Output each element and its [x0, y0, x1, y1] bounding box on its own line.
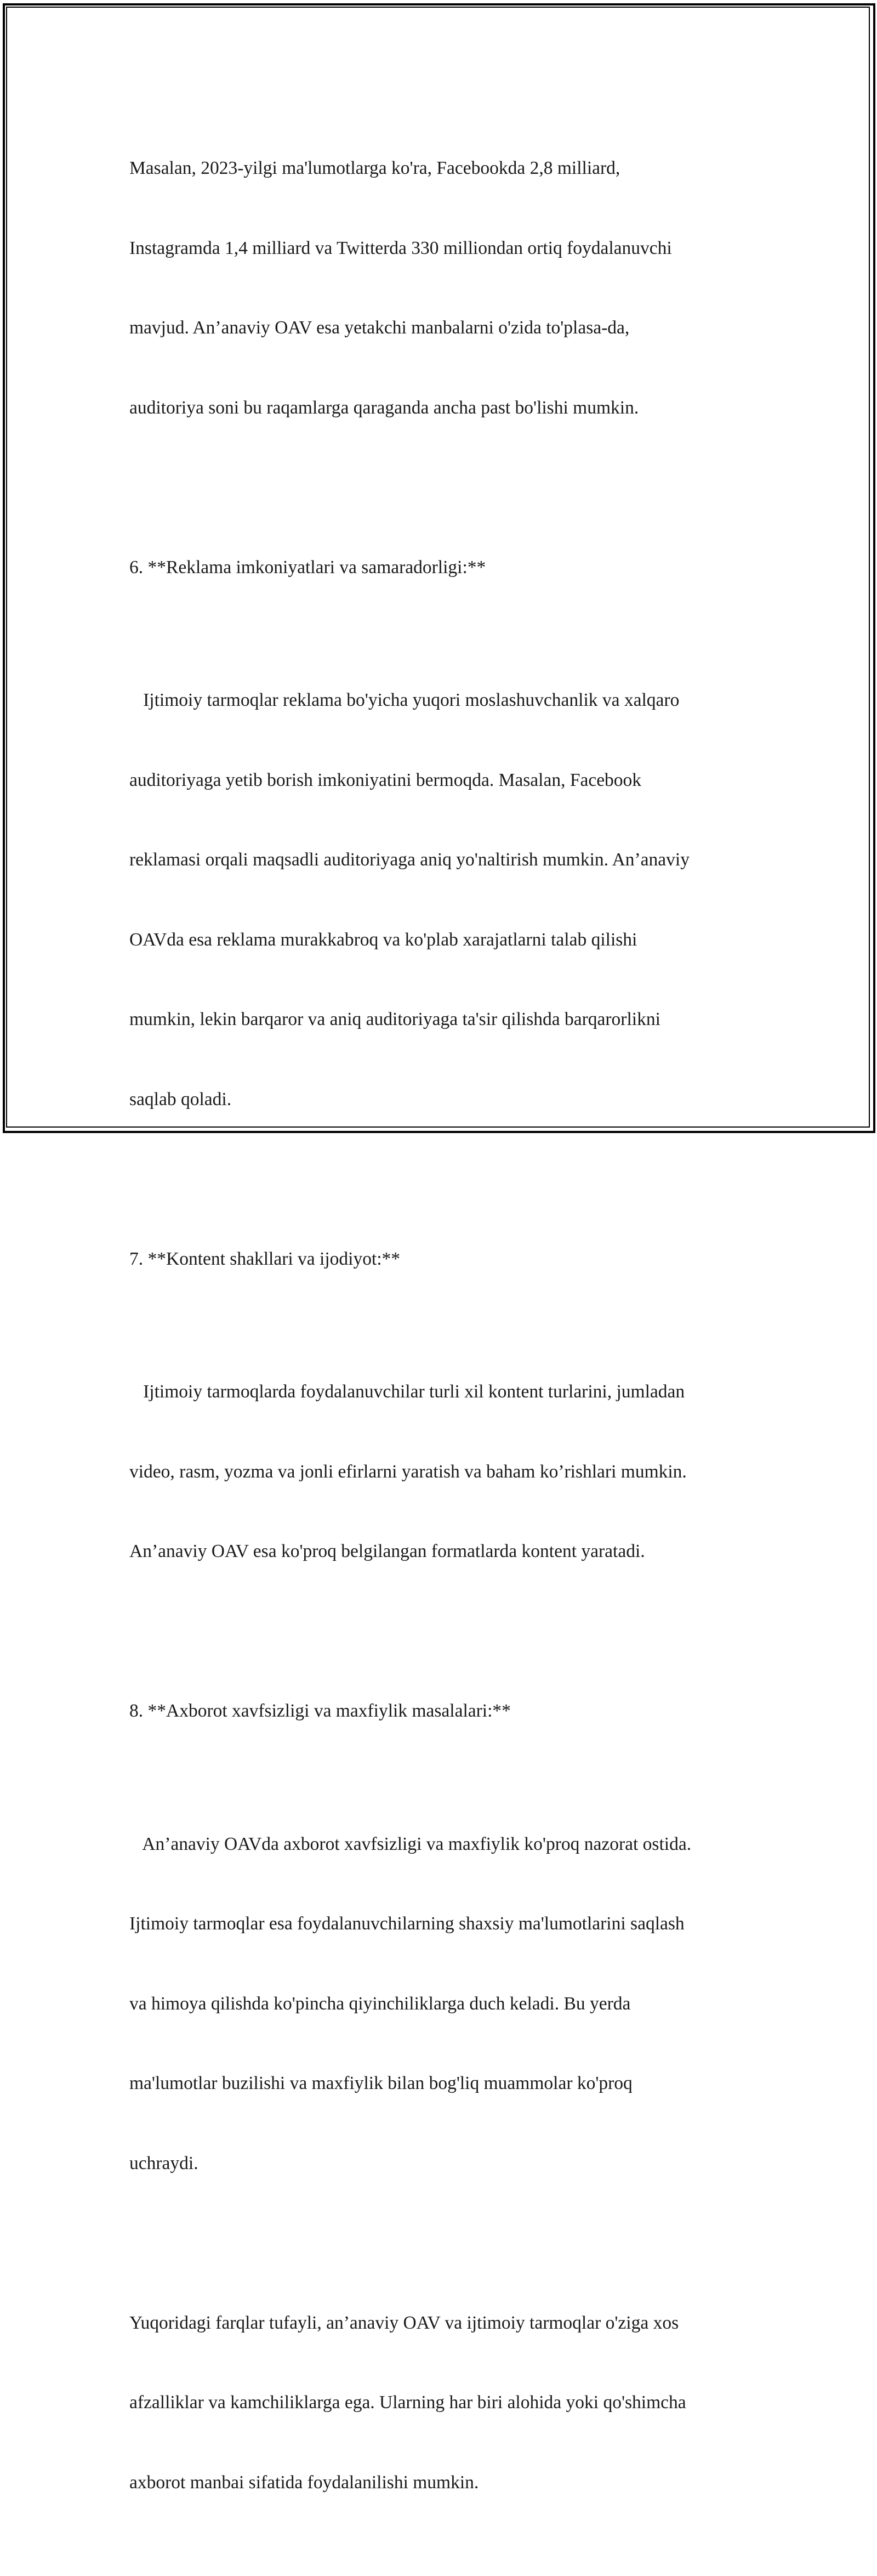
text-line: axborot manbai sifatida foydalanilishi mumkin.: [129, 2472, 479, 2493]
text-line: uchraydi.: [129, 2153, 198, 2173]
section-8-heading: 8. **Axborot xavfsizligi va maxfiylik masalalari:**: [129, 1701, 511, 1721]
text-line: mavjud. An’anaviy OAV esa yetakchi manbalarni o'zida to'plasa-da,: [129, 318, 630, 338]
text-line: reklamasi orqali maqsadli auditoriyaga aniq yo'naltirish mumkin. An’anaviy: [129, 850, 690, 870]
text-line: mumkin, lekin barqaror va aniq auditoriyaga ta'sir qilishda barqarorlikni: [129, 1009, 660, 1029]
text-line: An’anaviy OAV esa ko'proq belgilangan formatlarda kontent yaratadi.: [129, 1541, 645, 1561]
text-line: Ijtimoiy tarmoqlar reklama bo'yicha yuqori moslashuvchanlik va xalqaro: [129, 690, 680, 710]
text-line: Instagramda 1,4 milliard va Twitterda 330 milliondan ortiq foydalanuvchi: [129, 237, 672, 258]
text-line: Ijtimoiy tarmoqlar esa foydalanuvchilarning shaxsiy ma'lumotlarini saqlash: [129, 1913, 685, 1934]
section-7-body: [129, 1326, 760, 1618]
section-8-body: [129, 1778, 760, 2230]
text-line: An’anaviy OAVda axborot xavfsizligi va maxfiylik ko'proq nazorat ostida.: [129, 1833, 692, 1854]
text-line: ma'lumotlar buzilishi va maxfiylik bilan bog'liq muammolar ko'proq: [129, 2073, 633, 2093]
text-line: video, rasm, yozma va jonli efirlarni yaratish va baham ko’rishlari mumkin.: [129, 1461, 687, 1482]
section-8: [129, 1645, 760, 2230]
text-line: Ijtimoiy tarmoqlarda foydalanuvchilar turli xil kontent turlarini, jumladan: [129, 1382, 685, 1402]
text-line: Masalan, 2023-yilgi ma'lumotlarga ko'ra, Facebookda 2,8 milliard,: [129, 158, 620, 178]
text-line: OAVda esa reklama murakkabroq va ko'plab xarajatlarni talab qilishi: [129, 929, 637, 950]
text-line: auditoriya soni bu raqamlarga qaraganda ancha past bo'lishi mumkin.: [129, 397, 639, 418]
text-line: Yuqoridagi farqlar tufayli, an’anaviy OAV va ijtimoiy tarmoqlar o'ziga xos: [129, 2312, 679, 2333]
section-7: [129, 1193, 760, 1618]
section-7-heading: 7. **Kontent shakllari va ijodiyot:**: [129, 1248, 401, 1269]
text-line: auditoriyaga yetib borish imkoniyatini bermoqda. Masalan, Facebook: [129, 769, 642, 790]
text-line: saqlab qoladi.: [129, 1089, 232, 1109]
section-6-heading: 6. **Reklama imkoniyatlari va samaradorligi:**: [129, 557, 486, 578]
text-line: va himoya qilishda ko'pincha qiyinchiliklarga duch keladi. Bu yerda: [129, 1993, 631, 2014]
document-body: [129, 102, 760, 2576]
section-6: [129, 501, 760, 1167]
conclusion-paragraph: [129, 2257, 760, 2550]
text-line: afzalliklar va kamchiliklarga ega. Ularning har biri alohida yoki qo'shimcha: [129, 2392, 686, 2413]
section-6-body: [129, 634, 760, 1166]
intro-paragraph: [129, 102, 760, 474]
